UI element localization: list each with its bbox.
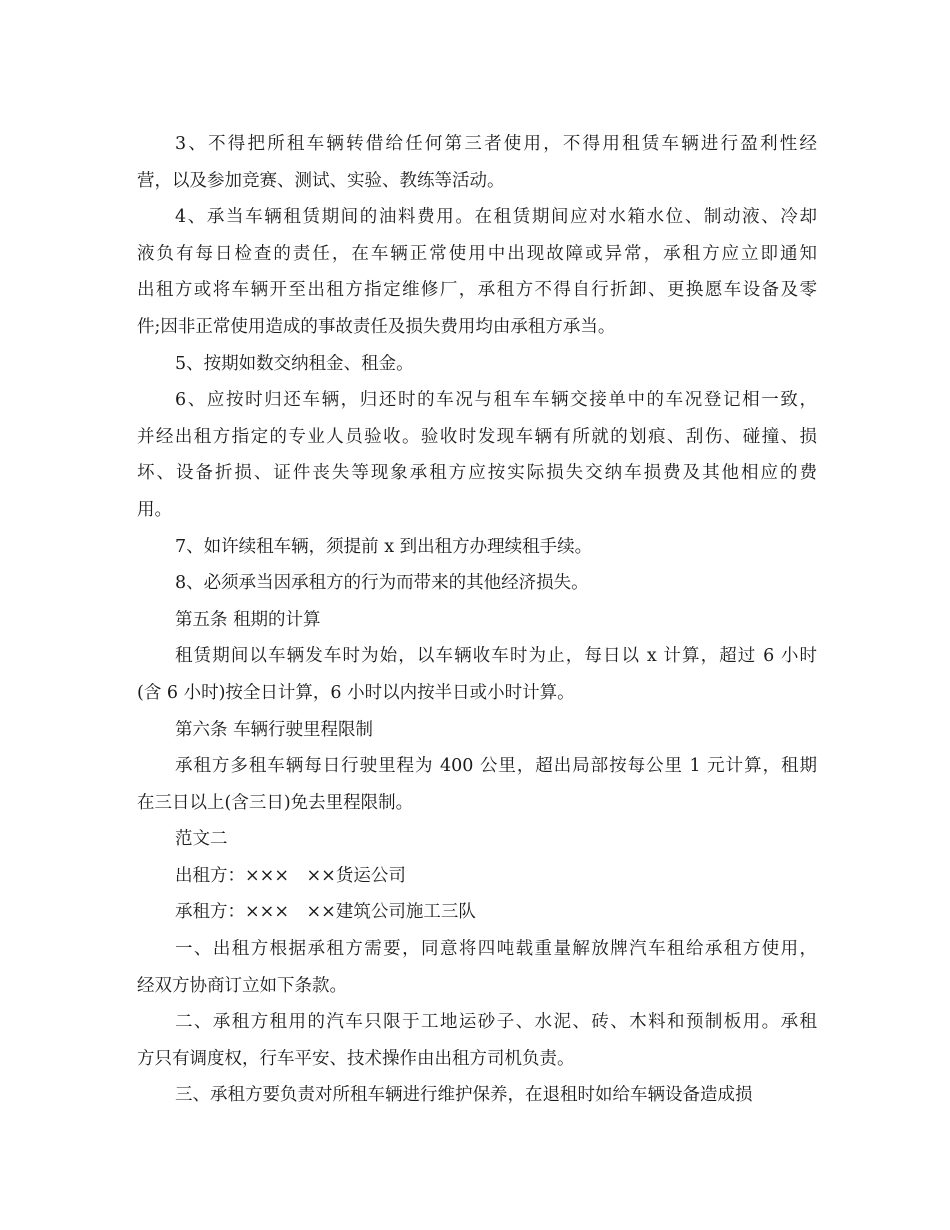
text-line: 6、应按时归还车辆，归还时的车况与租车车辆交接单中的车况登记相一致， bbox=[175, 390, 817, 411]
text-line: 二、承租方租用的汽车只限于工地运砂子、水泥、砖、木料和预制板用。承租 bbox=[175, 1012, 817, 1033]
text-line: 营，以及参加竞赛、测试、实验、教练等活动。 bbox=[137, 170, 505, 191]
text-line: 在三日以上(含三日)免去里程限制。 bbox=[137, 792, 414, 813]
text-line: 并经出租方指定的专业人员验收。验收时发现车辆有所就的划痕、刮伤、碰撞、损 bbox=[137, 426, 817, 447]
text-line: 4、承当车辆租赁期间的油料费用。在租赁期间应对水箱水位、制动液、冷却 bbox=[175, 207, 817, 228]
lessor-line: 出租方：××× ××货运公司 bbox=[175, 865, 406, 886]
text-line: 液负有每日检查的责任，在车辆正常使用中出现故障或异常，承租方应立即通知 bbox=[137, 243, 817, 264]
text-line: 坏、设备折损、证件丧失等现象承租方应按实际损失交纳车损费及其他相应的费 bbox=[137, 463, 817, 484]
text-line: 方只有调度权，行车平安、技术操作由出租方司机负责。 bbox=[137, 1048, 575, 1069]
text-line: 5、按期如数交纳租金、租金。 bbox=[175, 353, 414, 374]
text-line: 7、如许续租车辆，须提前 x 到出租方办理续租手续。 bbox=[175, 536, 593, 557]
section-heading: 第六条 车辆行驶里程限制 bbox=[175, 719, 374, 740]
text-line: 用。 bbox=[137, 499, 172, 520]
text-line: 一、出租方根据承租方需要，同意将四吨载重量解放牌汽车租给承租方使用， bbox=[175, 939, 817, 960]
lessee-line: 承租方：××× ××建筑公司施工三队 bbox=[175, 902, 476, 923]
text-line: 3、不得把所租车辆转借给任何第三者使用，不得用租赁车辆进行盈利性经 bbox=[175, 134, 817, 154]
text-line: 三、承租方要负责对所租车辆进行维护保养，在退租时如给车辆设备造成损 bbox=[175, 1085, 753, 1106]
text-line: 出租方或将车辆开至出租方指定维修厂，承租方不得自行折卸、更换愿车设备及零 bbox=[137, 280, 817, 301]
text-line: 8、必须承当因承租方的行为而带来的其他经济损失。 bbox=[175, 573, 589, 594]
text-line: 承租方多租车辆每日行驶里程为 400 公里，超出局部按每公里 1 元计算，租期 bbox=[175, 756, 817, 777]
text-line: 经双方协商订立如下条款。 bbox=[137, 975, 347, 996]
text-line: 件;因非正常使用造成的事故责任及损失费用均由承租方承当。 bbox=[137, 316, 616, 337]
section-heading: 第五条 租期的计算 bbox=[175, 609, 321, 630]
text-line: 租赁期间以车辆发车时为始，以车辆收车时为止，每日以 x 计算，超过 6 小时 bbox=[175, 646, 817, 667]
text-line: (含 6 小时)按全日计算，6 小时以内按半日或小时计算。 bbox=[137, 682, 575, 703]
document-body bbox=[137, 126, 817, 1114]
section-heading: 范文二 bbox=[175, 829, 228, 850]
